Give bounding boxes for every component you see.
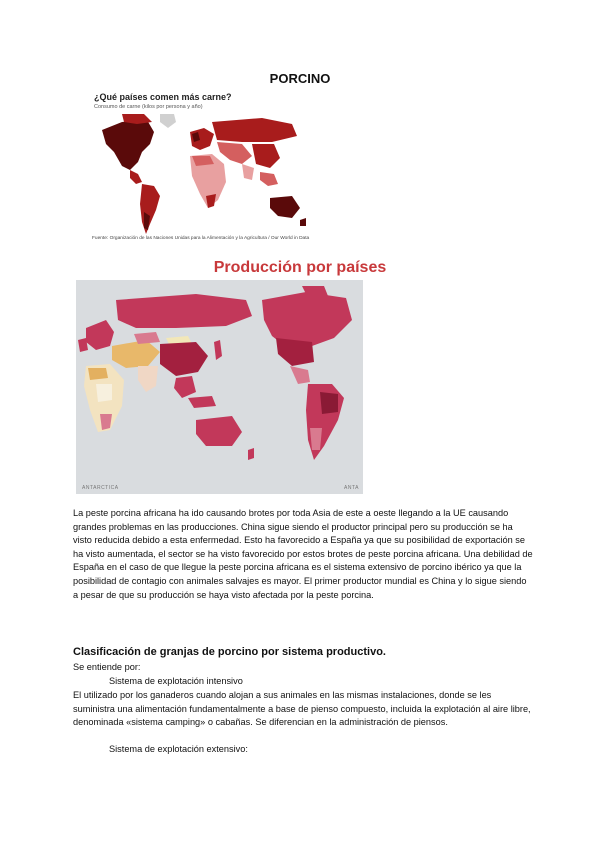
world-map-production: [76, 280, 363, 494]
page-title: PORCINO: [269, 71, 331, 86]
list-item-intensive: Sistema de explotación intensivo: [109, 676, 243, 686]
world-map-consumption: [92, 112, 314, 242]
paragraph-pork-fever: La peste porcina africana ha ido causando brotes por toda Asia de este a oeste llegando a la UE causando grandes problemas en las producciones. China sigue siendo el productor principal pero su producción se ha visto reducida debido a esta enfermedad. Esto ha favorecido a España ya que su posibilidad de exportación se ha visto aumentada, el sector se ha visto favorecido por estos brotes de peste porcina africana. Una debilidad de España en el caso de que llegue la peste porcina africana es el sistema extensivo de porcino ibérico ya que la posibilidad de contagio con animales salvajes es mayor. El primer productor mundial es China y lo sigue siendo a pesar de que su producción se haya visto afectada por la peste porcina.: [73, 508, 533, 600]
list-item-extensive: Sistema de explotación extensivo:: [109, 744, 248, 754]
map1-subtitle: Consumo de carne (kilos por persona y año): [94, 104, 203, 110]
antarctica-label: ANTARCTICA: [82, 485, 119, 491]
map1-source: Fuente: Organización de las Naciones Unidas para la Alimentación y la Agricultura / Our World in Data: [92, 236, 310, 241]
section-heading: Clasificación de granjas de porcino por sistema productivo.: [73, 646, 386, 658]
production-map: [76, 280, 363, 494]
intro-line: Se entiende por:: [73, 662, 141, 672]
map1-title: ¿Qué países comen más carne?: [94, 92, 232, 102]
antarctica-label-right: ANTA: [344, 485, 359, 491]
paragraph-intensive: El utilizado por los ganaderos cuando alojan a sus animales en las mismas instalaciones, donde se les suministra una alimentación fundamentalmente a base de pienso compuesto, incluida la explotación al aire libre, denominada «sistema camping» o cabañas. Se diferencian en la administración de piensos.: [73, 690, 531, 728]
production-map-title: Producción por países: [213, 259, 387, 276]
